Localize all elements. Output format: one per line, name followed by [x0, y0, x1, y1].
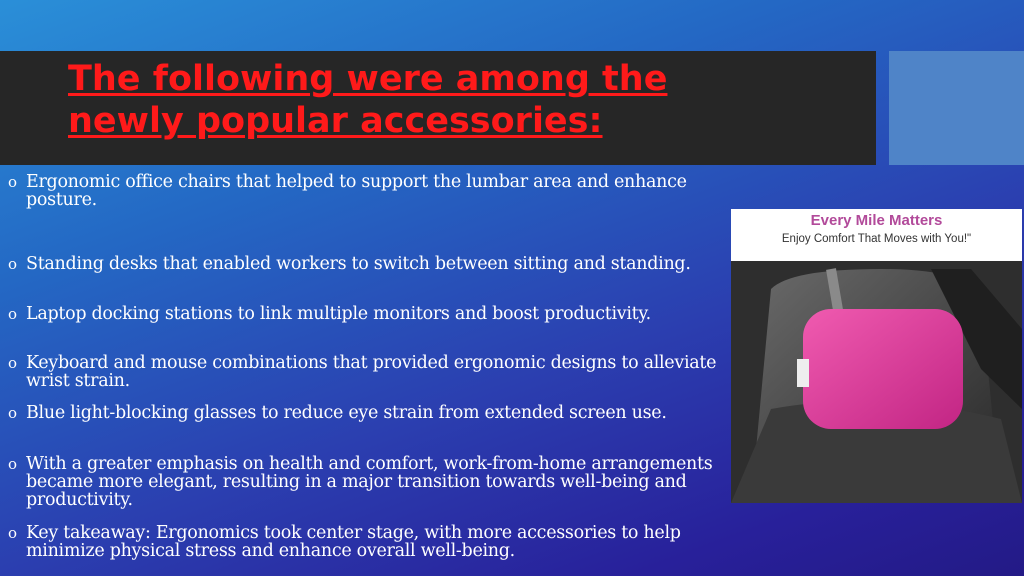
- cushion-tag: [797, 359, 809, 387]
- bullet-text: Key takeaway: Ergonomics took center stage, with more accessories to help minimize physical stress and enhance overall well-being.: [26, 523, 681, 561]
- bullet-item: [8, 173, 728, 209]
- bullet-marker: o: [8, 305, 17, 323]
- bullet-marker: o: [8, 173, 17, 191]
- car-seat-cushion-photo: [731, 209, 1022, 503]
- bullet-text: Laptop docking stations to link multiple monitors and boost productivity.: [26, 304, 651, 324]
- bullet-marker: o: [8, 354, 17, 372]
- bullet-item: [8, 305, 728, 323]
- slide-title: The following were among the newly popular accessories:: [68, 59, 668, 141]
- photo-banner: [731, 209, 1022, 261]
- bullet-item: [8, 524, 728, 560]
- bullet-text: With a greater emphasis on health and comfort, work-from-home arrangements became more elegant, resulting in a major transition towards well-being and productivity.: [26, 454, 713, 510]
- bullet-item: [8, 354, 728, 390]
- lumbar-cushion: [803, 309, 963, 429]
- bullet-text: Standing desks that enabled workers to switch between sitting and standing.: [26, 254, 691, 274]
- accent-square: [889, 51, 1024, 165]
- banner-subheading: Enjoy Comfort That Moves with You!": [781, 233, 972, 245]
- bullet-item: [8, 404, 728, 422]
- banner-heading: Every Mile Matters: [810, 212, 943, 229]
- bullet-marker: o: [8, 255, 17, 273]
- bullet-text: Ergonomic office chairs that helped to support the lumbar area and enhance posture.: [26, 172, 687, 210]
- bullet-item: [8, 455, 728, 509]
- bullet-marker: o: [8, 404, 17, 422]
- bullet-marker: o: [8, 455, 17, 473]
- bullet-text: Keyboard and mouse combinations that provided ergonomic designs to alleviate wrist strain.: [26, 353, 717, 391]
- bullet-text: Blue light-blocking glasses to reduce eye strain from extended screen use.: [26, 403, 667, 423]
- bullet-marker: o: [8, 524, 17, 542]
- bullet-item: [8, 255, 728, 273]
